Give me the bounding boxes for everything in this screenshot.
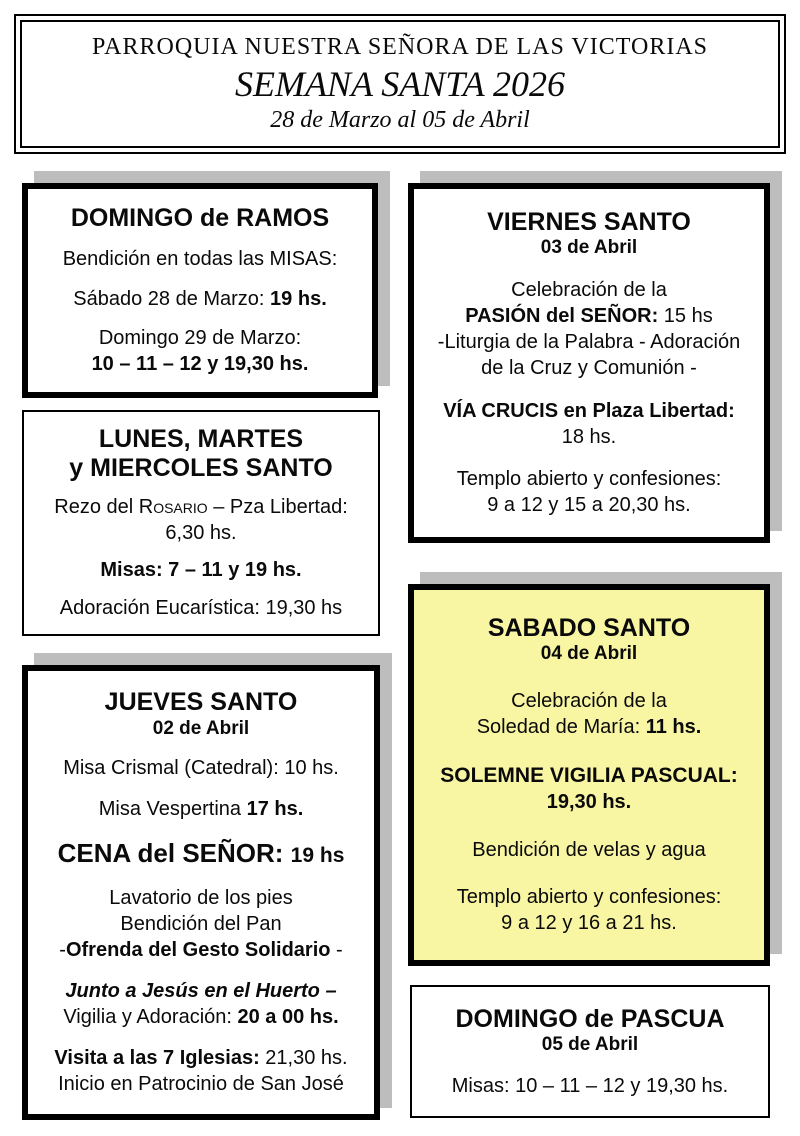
text-segment: 19 hs — [290, 843, 345, 867]
paragraph — [60, 595, 342, 621]
text-segment: Misas: 7 – 11 y 19 hs. — [100, 559, 302, 582]
box-sabado-santo — [408, 584, 770, 966]
paragraph — [99, 796, 304, 822]
text-segment: Misas: 10 – 11 – 12 y 19,30 hs. — [451, 1074, 729, 1097]
text-line — [100, 557, 301, 583]
text-segment: Templo abierto y confesiones: — [456, 886, 722, 909]
text-segment: Ofrenda del Gesto Solidario — [65, 939, 331, 962]
text-line — [443, 398, 735, 424]
text-segment: 20 a 00 hs. — [237, 1006, 339, 1029]
text-line — [443, 424, 735, 450]
box-title: LUNES, MARTES — [98, 425, 304, 454]
box-head — [456, 1005, 725, 1058]
event-title: SEMANA SANTA 2026 — [234, 63, 565, 104]
box-jueves-santo — [22, 665, 380, 1120]
box-domingo-de-ramos — [22, 183, 378, 398]
text-segment: - — [330, 939, 343, 962]
text-segment: Inicio en Patrocinio de San José — [58, 1073, 344, 1096]
box-title: DOMINGO de RAMOS — [70, 204, 330, 233]
text-segment: Adoración Eucarística: 19,30 hs — [59, 596, 343, 619]
text-line — [59, 937, 342, 963]
paragraph — [440, 762, 738, 815]
text-segment: Junto a Jesús en el Huerto – — [65, 980, 337, 1003]
box-lunes-martes-miercoles — [22, 410, 380, 636]
text-line — [438, 329, 740, 355]
paragraph — [472, 837, 706, 863]
paragraph — [54, 494, 348, 546]
box-head — [487, 208, 691, 261]
text-segment: 9 a 12 y 15 a 20,30 hs. — [487, 494, 691, 517]
text-segment: – Pza Libertad: — [207, 496, 348, 519]
paragraph — [58, 837, 345, 871]
text-line — [457, 466, 722, 492]
text-line — [59, 885, 342, 911]
text-segment: CENA del SEÑOR: — [57, 837, 291, 868]
text-line — [63, 1004, 338, 1030]
paragraph — [63, 246, 338, 272]
paragraph — [438, 277, 740, 381]
text-segment: Vigilia y Adoración: — [63, 1006, 238, 1029]
paragraph — [457, 884, 722, 936]
text-line — [73, 286, 327, 312]
text-line — [457, 884, 722, 910]
box-title: JUEVES SANTO — [104, 687, 298, 716]
text-segment: - — [59, 939, 66, 962]
text-segment: Visita a las 7 Iglesias: — [54, 1047, 260, 1070]
box-head — [488, 614, 690, 667]
text-line — [60, 595, 342, 621]
text-line — [54, 494, 348, 520]
paragraph — [63, 978, 338, 1030]
text-line — [54, 520, 348, 546]
text-line — [452, 1073, 728, 1099]
text-line — [472, 837, 706, 863]
text-segment: de la Cruz y Comunión - — [481, 356, 697, 379]
text-segment: 17 hs. — [246, 797, 304, 820]
header-box — [14, 14, 786, 154]
text-line — [63, 755, 339, 781]
text-line — [457, 492, 722, 518]
text-line — [54, 1071, 347, 1097]
text-line — [54, 1045, 347, 1071]
text-segment: Misa Vespertina — [98, 797, 247, 820]
text-line — [438, 303, 740, 329]
text-segment: Rosario — [138, 496, 208, 519]
event-dates: 28 de Marzo al 05 de Abril — [270, 107, 530, 134]
text-segment: 18 hs. — [561, 425, 617, 448]
box-date: 05 de Abril — [541, 1034, 639, 1056]
text-line — [63, 246, 338, 272]
text-line — [438, 355, 740, 381]
paragraph — [59, 885, 342, 963]
text-segment: 10 – 11 – 12 y 19,30 hs. — [91, 352, 309, 375]
box-title: DOMINGO de PASCUA — [455, 1004, 725, 1033]
text-line — [457, 910, 722, 936]
text-line — [92, 351, 309, 377]
text-line — [440, 789, 738, 815]
box-date: 02 de Abril — [152, 717, 250, 739]
box-title: VIERNES SANTO — [487, 207, 691, 236]
paragraph — [73, 286, 327, 312]
box-head — [71, 204, 329, 233]
text-segment: 19 hs. — [270, 287, 327, 310]
parish-name: PARROQUIA NUESTRA SEÑORA DE LAS VICTORIAS — [92, 34, 708, 61]
text-segment: 15 hs — [658, 304, 713, 327]
box-date: 03 de Abril — [540, 237, 638, 259]
box-head — [105, 688, 298, 741]
text-line — [59, 911, 342, 937]
text-segment: 11 hs. — [645, 715, 702, 738]
box-title-line2: y MIERCOLES SANTO — [69, 454, 333, 483]
paragraph — [92, 325, 309, 377]
text-segment: Templo abierto y confesiones: — [456, 468, 722, 491]
text-line — [438, 277, 740, 303]
paragraph — [63, 755, 339, 781]
text-segment: Bendición de velas y agua — [472, 838, 706, 861]
paragraph — [54, 1045, 347, 1097]
text-segment: 6,30 hs. — [165, 522, 237, 545]
box-head — [69, 425, 332, 483]
paragraph — [100, 557, 301, 583]
text-segment: Celebración de la — [511, 278, 667, 301]
text-segment: Rezo del — [54, 496, 139, 519]
text-segment: Lavatorio de los pies — [109, 887, 293, 910]
text-line — [477, 714, 702, 740]
text-segment: Bendición en todas las MISAS: — [62, 248, 338, 271]
paragraph — [452, 1073, 728, 1099]
paragraph — [443, 398, 735, 450]
text-segment: 9 a 12 y 16 a 21 hs. — [501, 912, 677, 935]
text-segment: SOLEMNE VIGILIA PASCUAL: — [440, 763, 738, 787]
box-date: 04 de Abril — [540, 643, 638, 665]
text-segment: -Liturgia de la Palabra - Adoración — [437, 330, 741, 353]
text-segment: Soledad de María: — [476, 715, 646, 738]
text-line — [58, 837, 345, 871]
box-title: SABADO SANTO — [487, 613, 691, 642]
text-segment: 19,30 hs. — [546, 790, 632, 813]
text-line — [477, 688, 702, 714]
text-line — [99, 796, 304, 822]
text-segment: VÍA CRUCIS en Plaza Libertad: — [443, 399, 735, 422]
text-segment: Domingo 29 de Marzo: — [98, 326, 302, 349]
text-line — [92, 325, 309, 351]
text-line — [440, 762, 738, 789]
paragraph — [457, 466, 722, 518]
text-segment: Sábado 28 de Marzo: — [73, 287, 271, 310]
box-viernes-santo — [408, 183, 770, 543]
text-line — [63, 978, 338, 1004]
text-segment: Bendición del Pan — [120, 913, 282, 936]
text-segment: Misa Crismal (Catedral): 10 hs. — [63, 757, 339, 780]
text-segment: 21,30 hs. — [259, 1047, 348, 1070]
text-segment: PASIÓN del SEÑOR: — [465, 304, 659, 327]
header-inner-frame — [20, 20, 780, 148]
box-domingo-de-pascua — [410, 985, 770, 1118]
text-segment: Celebración de la — [511, 689, 667, 712]
paragraph — [477, 688, 702, 740]
